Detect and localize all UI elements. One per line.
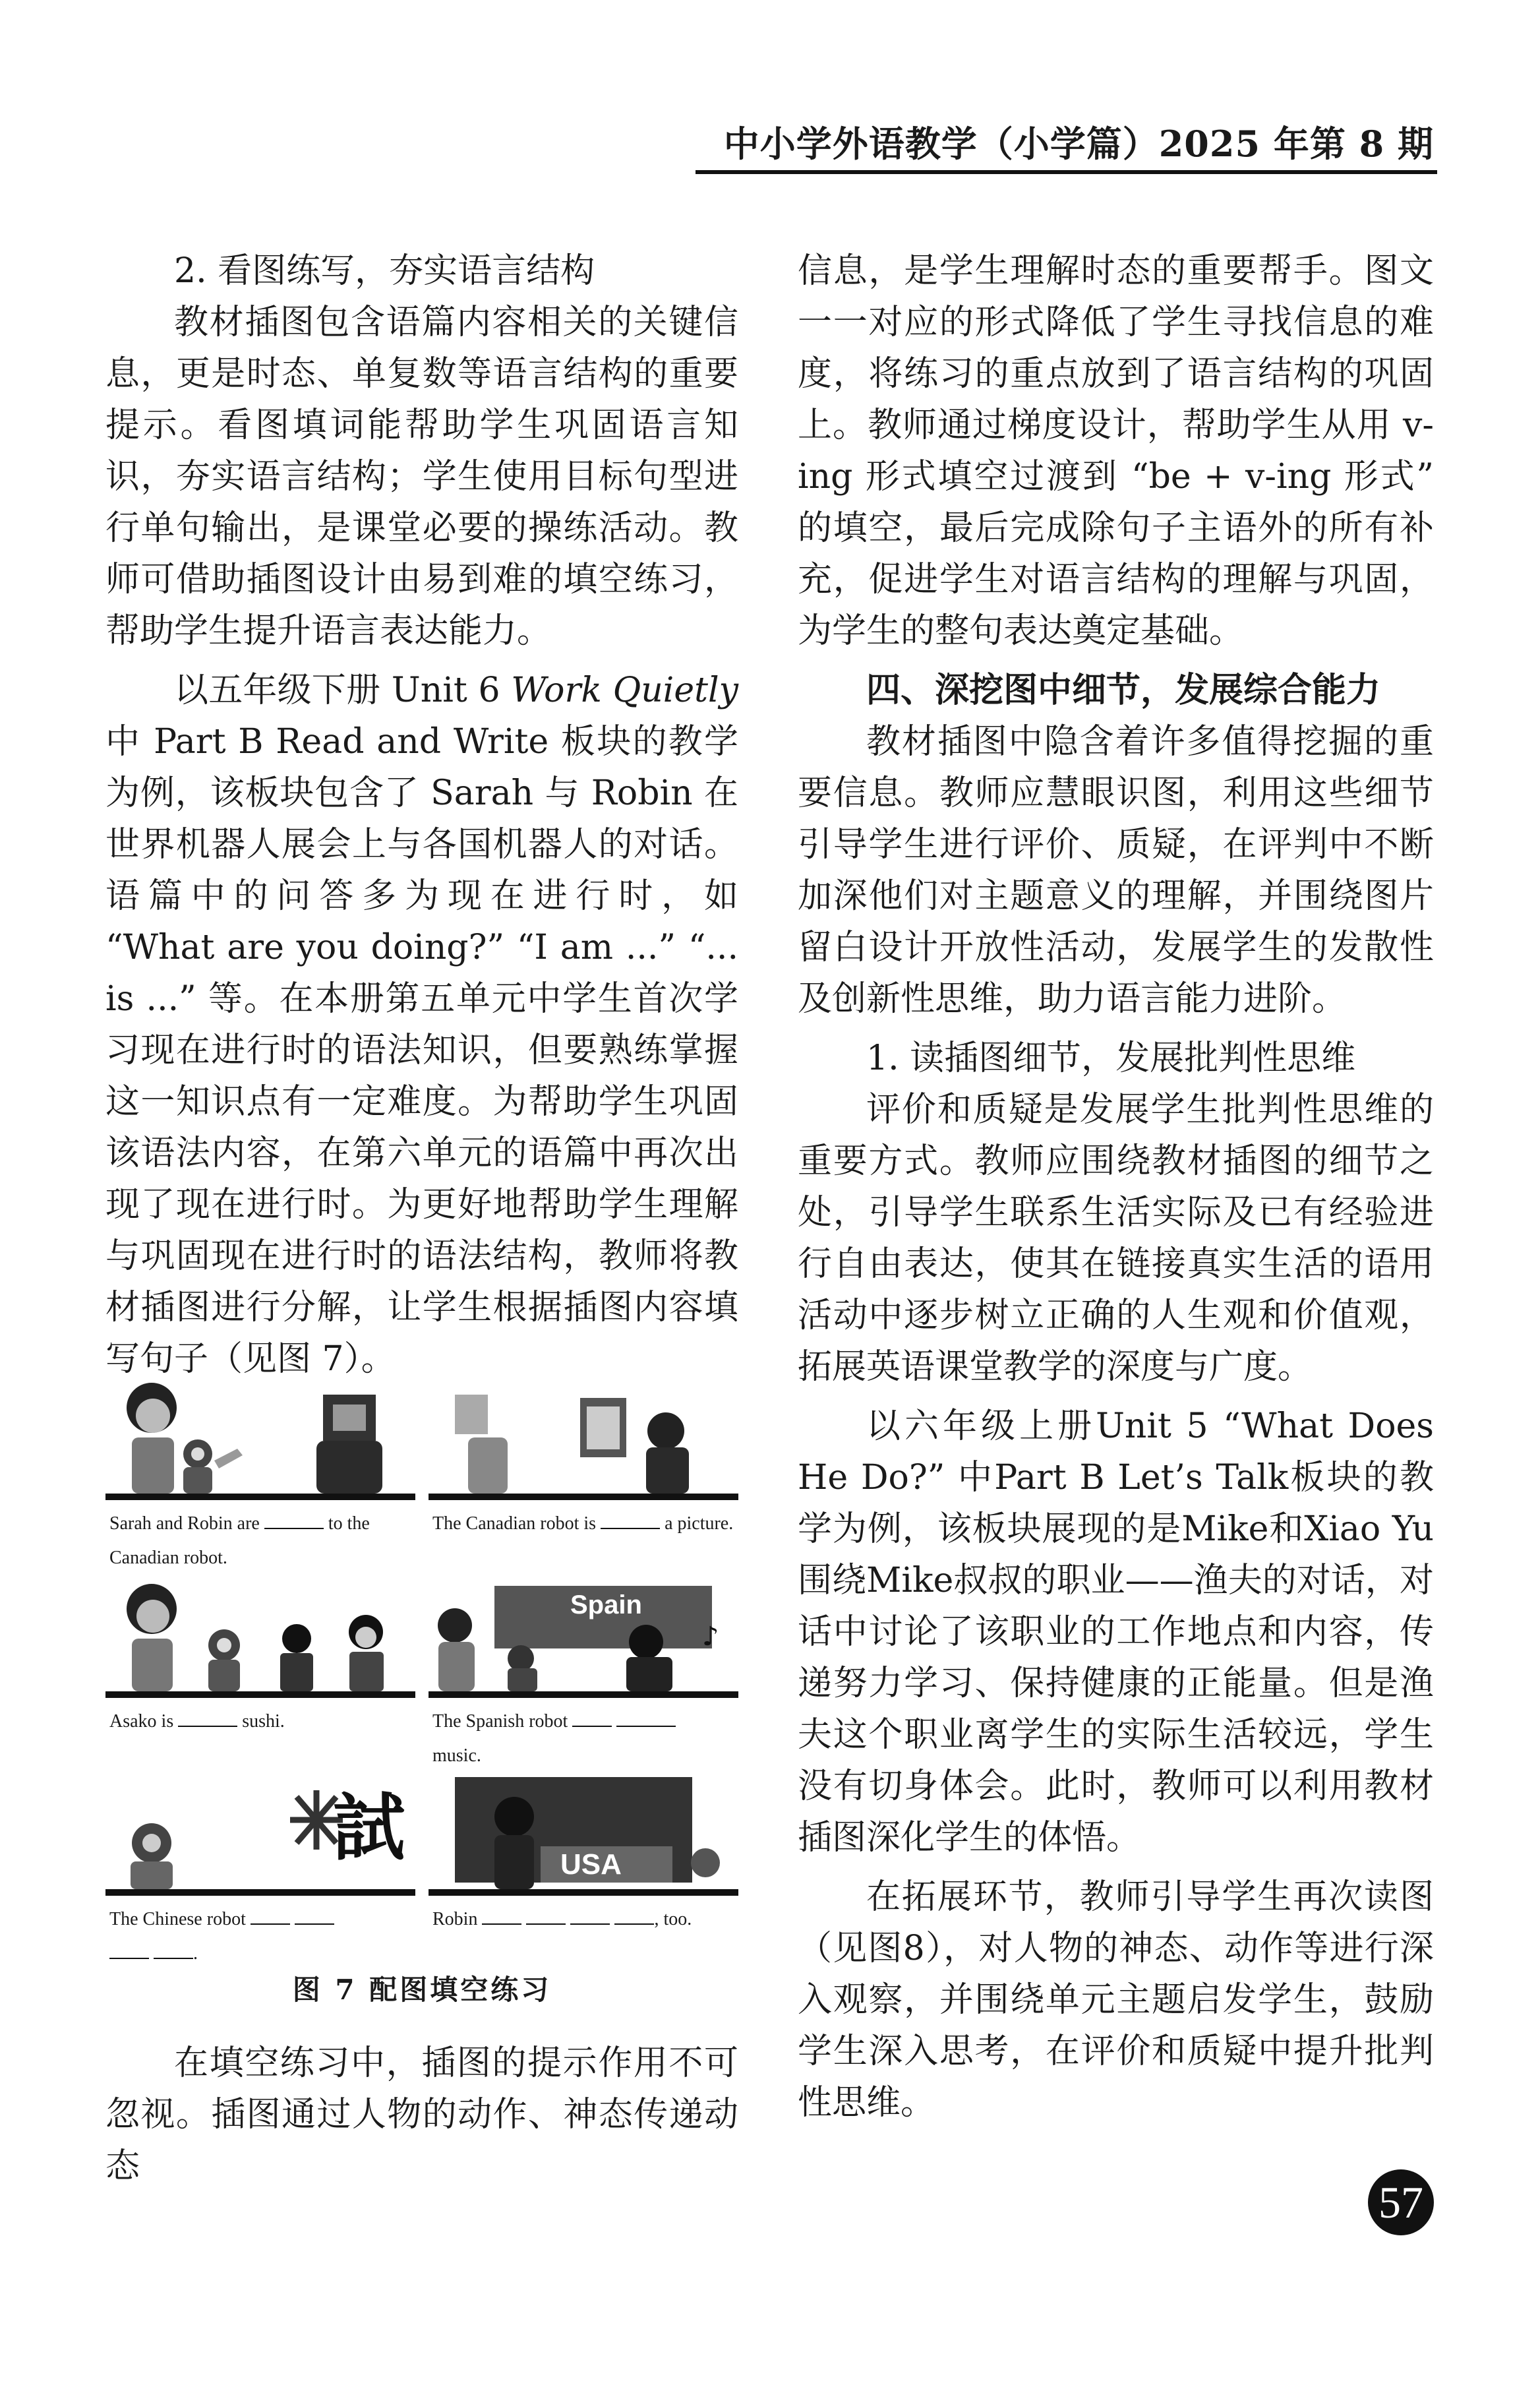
panel-illustration [429,1375,738,1499]
section-subheading: 1. 读插图细节，发展批判性思维 [866,1039,1356,1078]
figure-panel [429,1573,738,1764]
fill-blank [526,1922,566,1925]
fill-blank [616,1724,676,1727]
figure-panel [429,1375,738,1566]
fill-blank [264,1526,324,1529]
section-subheading: 2. 看图练写，夯实语言结构 [174,251,595,291]
figure-caption: 图 7 配图填空练习 [292,1974,552,2006]
spain-sign-text: Spain [570,1590,642,1619]
panel-caption [109,1507,413,1575]
paragraph: 在填空练习中，插图的提示作用不可忽视。插图通过人物的动作、神态传递动态 [105,2043,738,2186]
usa-sign-text: USA [560,1848,622,1881]
caption-text: . [193,1943,198,1964]
paragraph: 教材插图包含语篇内容相关的关键信息，更是时态、单复数等语言结构的重要提示。看图填词能帮助学生巩固语言知识，夯实语言结构；学生使用目标句型进行单句输出，是课堂必要的操练活动。教师可借助插图设计由易到难的填空练习，帮助学生提升语言表达能力。 [105,303,738,651]
panel-illustration [105,1573,415,1697]
calligraphy-glyph: 試 [333,1785,405,1870]
caption-text: Robin [432,1909,478,1929]
journal-header: 中小学外语教学（小学篇）2025 年第 8 期 [723,123,1434,165]
figure-panel [105,1573,415,1764]
paragraph [105,665,738,1385]
panel-caption [432,1902,736,1937]
music-note-icon: ♪ [702,1621,719,1652]
caption-text: Sarah and Robin are [109,1513,260,1534]
panel-illustration [105,1770,415,1894]
paragraph: 教材插图中隐含着许多值得挖掘的重要信息。教师应慧眼识图，利用这些细节引导学生进行评价、质疑，在评判中不断加深他们对主题意义的理解，并围绕图片留白设计开放性活动，发展学生的发散性及创新性思维，助力语言能力进阶。 [798,722,1434,1019]
text-run: 以五年级下册 Unit 6 [174,671,512,710]
caption-text: a picture. [665,1513,734,1534]
caption-text: to the Canadian robot. [109,1513,370,1568]
panel-illustration [105,1375,415,1499]
panel-illustration [429,1573,738,1697]
paragraph: 在拓展环节，教师引导学生再次读图（见图8），对人物的神态、动作等进行深入观察，并围绕单元主题启发学生，鼓励学生深入思考，在评价和质疑中提升批判性思维。 [798,1877,1434,2123]
paragraph: 信息，是学生理解时态的重要帮手。图文一一对应的形式降低了学生寻找信息的难度，将练习的重点放到了语言结构的巩固上。教师通过梯度设计，帮助学生从用 v-ing 形式填空过渡到 “be + v-ing 形式” 的填空，最后完成除句子主语外的所有补充，促进学生对语言结构的理解与巩固，为学生的整句表达奠定基础。 [798,251,1434,651]
unit-title: Work Quietly [511,671,738,710]
panel-caption [109,1902,413,1971]
text-run: 中 Part B Read and Write 板块的教学为例，该板块包含了 Sarah 与 Robin 在世界机器人展会上与各国机器人的对话。语篇中的问答多为现在进行时，如 “What are you doing?” “I am ...” “... is ...” 等。在本册第五单元中学生首次学习现在进行时的语法知识，但要熟练掌握这一知识点有一定难度。为帮助学生巩固该语法内容，在第六单元的语篇中再次出现了现在进行时。为更好地帮助学生理解与巩固现在进行时的语法结构，教师将教材插图进行分解，让学生根据插图内容填写句子（见图 7）。 [105,722,738,1379]
panel-floor [105,1494,415,1500]
panel-caption [109,1705,413,1739]
panel-floor [105,1691,415,1698]
panel-caption [432,1705,736,1773]
fill-blank [601,1526,660,1529]
paragraph: 以六年级上册Unit 5 “What Does He Do?” 中Part B Let’s Talk板块的教学为例，该板块展现的是Mike和Xiao Yu围绕Mike叔叔的职业——渔夫的对话，对话中讨论了该职业的工作地点和内容，传递努力学习、保持健康的正能量。但是渔夫这个职业离学生的实际生活较远，学生没有切身体会。此时，教师可以利用教材插图深化学生的体悟。 [798,1406,1434,1858]
panel-floor [429,1691,738,1698]
fill-blank [154,1956,193,1959]
header-rule [696,170,1437,174]
page-number: 57 [1368,2169,1434,2235]
fill-blank [178,1724,237,1727]
caption-text: The Canadian robot is [432,1513,597,1534]
caption-text: , too. [654,1909,692,1929]
panel-illustration [429,1770,738,1894]
left-column [105,245,738,1385]
panel-floor [429,1889,738,1896]
caption-text: The Chinese robot [109,1909,246,1929]
figure-panel [105,1375,415,1566]
caption-text: The Spanish robot [432,1711,568,1732]
fill-blank [251,1922,290,1925]
fill-blank [109,1956,149,1959]
right-column [798,245,1434,2129]
fill-blank [570,1922,610,1925]
fill-blank [614,1922,654,1925]
caption-text: Asako is [109,1711,174,1732]
caption-text: music. [432,1745,481,1766]
panel-caption [432,1507,736,1541]
figure-panel [105,1770,415,1962]
fill-blank [572,1724,612,1727]
paragraph: 评价和质疑是发展学生批判性思维的重要方式。教师应围绕教材插图的细节之处，引导学生联系生活实际及已有经验进行自由表达，使其在链接真实生活的语用活动中逐步树立正确的人生观和价值观，拓展英语课堂教学的深度与广度。 [798,1090,1434,1387]
panel-floor [105,1889,415,1896]
left-column-bottom [105,2038,738,2192]
section-heading: 四、深挖图中细节，发展综合能力 [866,670,1381,710]
caption-text: sushi. [242,1711,285,1732]
fill-blank [295,1922,334,1925]
panel-floor [429,1494,738,1500]
figure-panel [429,1770,738,1962]
figure-7 [105,1375,738,2006]
fill-blank [482,1922,521,1925]
